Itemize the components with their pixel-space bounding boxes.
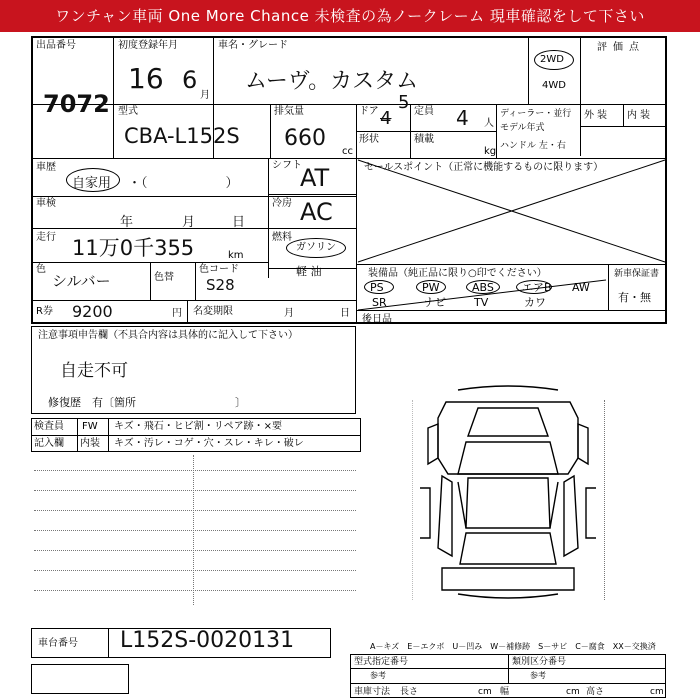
displacement-value: 660 xyxy=(284,126,326,151)
garage-dims-label: 車庫寸法 xyxy=(354,687,391,697)
month-unit: 月 xyxy=(200,90,210,101)
car-name: ムーヴ。カスタム xyxy=(245,69,419,94)
history-suffix: ・（ ） xyxy=(128,176,239,191)
color-change-label: 色替 xyxy=(154,272,174,283)
doors-crossed: 4 xyxy=(380,108,392,129)
damage-legend: A－キズ E－エクボ U－凹み W－補修跡 S－サビ C－腐食 XX－交換済 xyxy=(370,642,656,651)
sales-point-label: セールスポイント（正常に機能するものに限ります） xyxy=(364,162,604,173)
sales-point-cross xyxy=(356,158,667,264)
transfer-label: 名変期限 xyxy=(193,306,233,317)
inspection-label: 車検 xyxy=(36,198,56,209)
notes-label: 注意事項申告欄（不具合内容は具体的に記入して下さい） xyxy=(38,330,298,341)
first-reg-label: 初度登録年月 xyxy=(118,40,178,51)
color-code: S28 xyxy=(206,276,235,294)
inspection-year: 年 xyxy=(120,215,134,230)
model-label: 型式 xyxy=(118,106,138,117)
load-label: 積載 xyxy=(414,134,434,145)
displacement-label: 排気量 xyxy=(274,106,304,117)
fuel-label: 燃料 xyxy=(272,232,292,243)
history-label: 車歴 xyxy=(36,162,56,173)
inspector-label-2: 記入欄 xyxy=(34,438,64,449)
mileage-label: 走行 xyxy=(36,232,56,243)
color-code-label: 色コード xyxy=(199,264,239,275)
car-name-label: 車名・グレード xyxy=(218,40,288,51)
manual-label: 新車保証書 xyxy=(614,269,660,279)
coupon-value: 9200 xyxy=(72,302,113,321)
rear-item-label: 後日品 xyxy=(362,314,392,325)
color-value: シルバー xyxy=(52,272,111,290)
equip-navi: ナビ xyxy=(424,296,446,309)
color-label: 色 xyxy=(36,264,46,275)
chassis-number: L152S-0020131 xyxy=(120,628,295,653)
cooling-value: AC xyxy=(300,198,333,226)
manual-value: 有・無 xyxy=(618,291,651,304)
ref-1: 参考 xyxy=(370,671,386,680)
fuel-diesel: 軽 油 xyxy=(296,265,322,278)
km-unit: km xyxy=(228,250,244,261)
equipment-label: 装備品（純正品に限り○印でください） xyxy=(368,268,547,279)
equip-aw: AW xyxy=(572,281,590,294)
kg-unit: kg xyxy=(484,146,497,157)
first-reg-month: 6 xyxy=(182,66,198,94)
equip-ps: PS xyxy=(370,281,384,294)
transfer-month: 月 xyxy=(284,308,294,319)
mileage-value: 11万0千355 xyxy=(72,236,195,260)
drive-circle xyxy=(534,50,574,70)
doors-label: ドア xyxy=(359,106,379,117)
equip-airbag: エアB xyxy=(522,281,552,294)
model-value: CBA-L152S xyxy=(124,124,240,148)
length-label: 長さ xyxy=(400,687,419,697)
lot-label: 出品番号 xyxy=(36,40,76,51)
inspector-label-1: 検査員 xyxy=(34,421,64,432)
rating-exterior: 外装 xyxy=(584,110,610,121)
cm-3: cm xyxy=(650,687,664,697)
shift-label: シフト xyxy=(272,160,302,171)
car-damage-diagram xyxy=(418,378,598,604)
fw-label: FW xyxy=(82,421,98,432)
category-number-label: 類別区分番号 xyxy=(512,657,567,667)
equip-tv: TV xyxy=(474,296,489,309)
equip-leather: カワ xyxy=(524,296,546,309)
width-label: 幅 xyxy=(500,687,510,697)
shift-value: AT xyxy=(300,164,330,192)
model-year-label: モデル年式 xyxy=(500,123,545,133)
drive-2wd: 2WD xyxy=(540,54,564,65)
capacity-value: 4 xyxy=(456,106,469,130)
repair-history: 修復歴 有〔箇所 〕 xyxy=(48,396,246,409)
history-value: 自家用 xyxy=(72,176,112,191)
yen-unit: 円 xyxy=(172,308,182,319)
inspection-month: 月 xyxy=(182,215,196,230)
capacity-unit: 人 xyxy=(484,118,494,129)
int-items: キズ・汚レ・コゲ・穴・スレ・キレ・破レ xyxy=(114,438,304,449)
cooling-label: 冷房 xyxy=(272,198,292,209)
ref-2: 参考 xyxy=(530,671,546,680)
equip-abs: ABS xyxy=(472,281,494,294)
model-designation-label: 型式指定番号 xyxy=(354,657,409,667)
rating-interior: 内装 xyxy=(627,110,653,121)
cc-unit: cc xyxy=(342,146,353,157)
drive-4wd: 4WD xyxy=(542,80,566,91)
warning-banner: ワンチャン車両 One More Chance 未検査の為ノークレーム 現車確認をして下さい xyxy=(0,0,700,32)
footer-left-box xyxy=(31,664,129,694)
coupon-label: R券 xyxy=(36,306,53,317)
transfer-day: 日 xyxy=(340,308,350,319)
fuel-gasoline: ガソリン xyxy=(296,242,336,253)
equip-pw: PW xyxy=(422,281,440,294)
inspection-day: 日 xyxy=(232,215,246,230)
int-label: 内装 xyxy=(80,438,100,449)
fw-items: キズ・飛石・ヒビ割・リペア跡・×要 xyxy=(114,421,282,432)
first-reg-year: 16 xyxy=(128,62,164,95)
lot-number: 7072 xyxy=(43,90,110,118)
height-label: 高さ xyxy=(586,687,605,697)
cm-2: cm xyxy=(566,687,580,697)
notes-text: 自走不可 xyxy=(60,361,128,381)
cm-1: cm xyxy=(478,687,492,697)
dealer-label: ディーラー・並行 xyxy=(500,109,572,119)
equipment-strike xyxy=(356,278,608,312)
equip-sr: SR xyxy=(372,296,387,309)
rating-label: 評価点 xyxy=(597,42,645,53)
capacity-label: 定員 xyxy=(414,106,434,117)
doors-value: 5 xyxy=(398,92,410,113)
chassis-label: 車台番号 xyxy=(38,638,78,649)
shape-label: 形状 xyxy=(359,134,379,145)
handle-label: ハンドル 左・右 xyxy=(500,141,566,151)
